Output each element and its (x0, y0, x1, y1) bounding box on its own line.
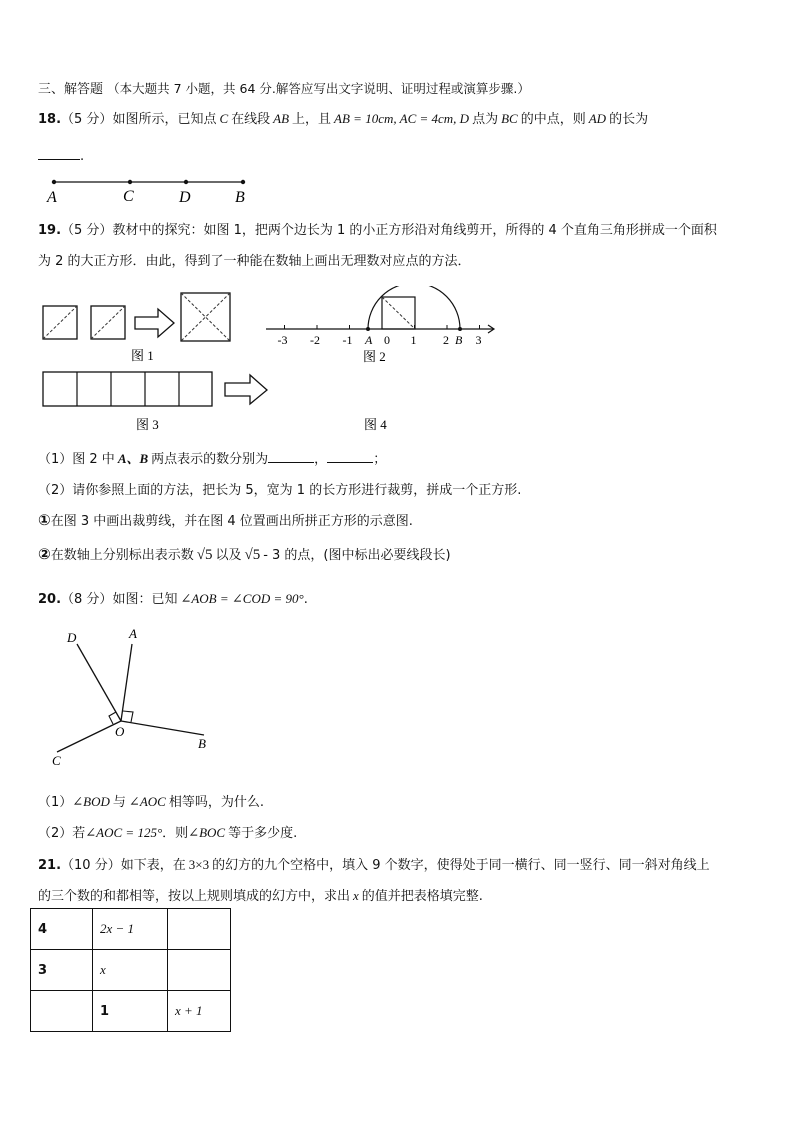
q21-text: 的幻方的九个空格中，填入 9 个数字，使得处于同一横行、同一竖行、同一斜对角线上 (212, 858, 710, 873)
point-a (52, 180, 56, 184)
circled-two: ② (38, 545, 51, 563)
q21-text: 的值并把表格填完整. (361, 889, 483, 904)
ray-od (77, 644, 121, 721)
ray-oc (57, 721, 121, 752)
q18-score: （5 分） (61, 112, 113, 127)
table-cell: 1 (93, 991, 168, 1032)
axis-tick-label: -1 (342, 333, 353, 347)
right-angle-mark-aob (123, 711, 133, 722)
table-cell: x + 1 (168, 991, 231, 1032)
magic-square-table (30, 908, 231, 1032)
axis-tick-label: 1 (410, 333, 417, 347)
q20-end: . (303, 592, 308, 607)
fig1-caption: 图 1 (131, 348, 154, 363)
q18-math-ad: AD (588, 111, 607, 126)
q19-p1-text: 两点表示的数分别为 (151, 452, 269, 467)
circled-one: ① (38, 511, 51, 529)
q19-text: 教材中的探究：如图 1，把两个边长为 1 的小正方形沿对角线剪开，所得的 4 个直角三角形拼成一个面积 (112, 223, 717, 238)
fig4-caption: 图 4 (364, 417, 387, 432)
label-c: C (52, 753, 61, 768)
q20-number: 20. (38, 592, 62, 607)
diagonal-cut-2 (91, 306, 125, 339)
q20-p2-text: （2）若 (38, 826, 86, 841)
ray-ob (121, 721, 204, 735)
axis-tick-label: 3 (475, 333, 482, 347)
q21-text: 如下表，在 (120, 858, 186, 873)
q21-math-x: x (353, 888, 359, 903)
q19-figures (38, 286, 538, 436)
q18-text: 的长为 (609, 112, 649, 127)
table-row (31, 991, 231, 1032)
q20-p2-text: 等于多少度. (228, 826, 298, 841)
q18-answer-line (38, 146, 84, 164)
q18-text: 上，且 (292, 112, 332, 127)
q18-number: 18. (38, 112, 62, 127)
q18-text: 如图所示，已知点 (112, 112, 217, 127)
axis-label-b: B (455, 333, 463, 347)
table-cell (31, 991, 93, 1032)
section-title: 三、解答题 (38, 82, 104, 97)
q19-part1 (38, 448, 386, 467)
ray-oa (121, 644, 132, 721)
q20-stem (38, 588, 308, 607)
point-d (184, 180, 188, 184)
label-d: D (179, 189, 191, 206)
label-b: B (235, 189, 245, 206)
answer-blank (327, 449, 373, 463)
q20-angle-figure (45, 622, 225, 770)
table-row (31, 909, 231, 950)
section-header (38, 78, 530, 97)
angle-bod: ∠BOD (72, 794, 110, 809)
fig3-caption: 图 3 (136, 417, 159, 432)
q19-c2-text: 以及 (215, 548, 242, 563)
q18-text: 的中点，则 (520, 112, 586, 127)
axis-tick-label: 2 (443, 333, 449, 347)
q19-part2-1 (38, 510, 413, 529)
q20-score: （8 分） (61, 592, 113, 607)
q21-text: 的三个数的和都相等，按以上规则填成的幻方中，求出 (38, 889, 351, 904)
q19-part2-2 (38, 544, 451, 564)
q20-part2 (38, 822, 297, 841)
table-cell (168, 950, 231, 991)
q20-p2-text: ．则 (162, 826, 189, 841)
sqrt5: √5 (196, 547, 213, 563)
axis-tick-label: -2 (310, 333, 320, 347)
q18-segment-figure (40, 172, 260, 208)
axis-label-a: A (365, 333, 373, 347)
q18-text: 在线段 (231, 112, 271, 127)
label-d: D (67, 630, 77, 645)
angle-aoc: ∠AOC (128, 794, 166, 809)
q20-p1-text: （1） (38, 795, 73, 810)
table-cell: 3 (31, 950, 93, 991)
unit-square-diagonal (382, 297, 415, 329)
label-c: C (123, 188, 134, 205)
q19-p1-end: ； (373, 452, 387, 467)
label-o: O (115, 724, 125, 739)
q19-part2: （2）请你参照上面的方法，把长为 5，宽为 1 的长方形进行裁剪，拼成一个正方形. (38, 483, 522, 498)
table-cell (168, 909, 231, 950)
table-cell: 2x − 1 (93, 909, 168, 950)
point-a-dot (366, 327, 370, 331)
right-arrow-icon (135, 309, 174, 337)
q21-number: 21. (38, 858, 62, 873)
q18-end: . (80, 149, 85, 164)
q19-p1-sep: ， (314, 452, 328, 467)
answer-blank (268, 449, 314, 463)
point-b-dot (458, 327, 462, 331)
diagonal-cut-1 (43, 306, 77, 339)
q19-p1-text: （1）图 2 中 (38, 452, 115, 467)
q19-number: 19. (38, 223, 62, 238)
q21-math-3x3: 3×3 (188, 857, 210, 872)
fig2-caption: 图 2 (363, 349, 386, 364)
q19-c1-text: 在图 3 中画出裁剪线，并在图 4 位置画出所拼正方形的示意图. (50, 514, 413, 529)
q20-condition: ∠AOB = ∠COD = 90° (180, 591, 304, 606)
label-b: B (198, 736, 206, 751)
q18-math-condition: AB = 10cm, AC = 4cm, D (334, 111, 470, 126)
q20-p1-text: 相等吗，为什么. (168, 795, 264, 810)
q19-stem-line1 (38, 219, 717, 238)
axis-tick-label: -3 (277, 333, 288, 347)
q19-score: （5 分） (61, 223, 113, 238)
q21-stem-line1 (38, 854, 710, 873)
axis-tick-label: 0 (384, 333, 390, 347)
right-angle-mark-cod (109, 712, 116, 724)
label-a: A (129, 626, 137, 641)
sqrt5: √5 (244, 547, 261, 563)
table-cell: x (93, 950, 168, 991)
angle-boc: ∠BOC (188, 825, 226, 840)
angle-aoc-value: ∠AOC = 125° (85, 825, 163, 840)
right-arrow-icon (225, 375, 267, 404)
q18-text: 点为 (472, 112, 499, 127)
q18-math-c: C (219, 111, 229, 126)
q20-p1-text: 与 (112, 795, 126, 810)
axis-ticks (278, 325, 482, 347)
q18-math-ab: AB (273, 111, 290, 126)
q18-math-bc: BC (501, 111, 518, 126)
q20-part1 (38, 791, 264, 810)
answer-blank (38, 146, 80, 160)
section-note: （本大题共 7 小题，共 64 分.解答应写出文字说明、证明过程或演算步骤.） (107, 81, 530, 96)
point-c (128, 180, 132, 184)
point-b (241, 180, 245, 184)
q21-stem-line2 (38, 885, 483, 904)
q20-text: 如图：已知 (112, 592, 178, 607)
q19-p1-ab: A、B (117, 451, 149, 466)
table-cell: 4 (31, 909, 93, 950)
q21-score: （10 分） (61, 858, 121, 873)
label-a: A (47, 189, 57, 206)
long-rectangle (43, 372, 212, 406)
q19-stem-line2: 为 2 的大正方形．由此，得到了一种能在数轴上画出无理数对应点的方法． (38, 254, 471, 269)
q19-c2-text: 在数轴上分别标出表示数 (50, 548, 194, 563)
q18-stem (38, 108, 648, 127)
q19-c2-text: - 3 的点，(图中标出必要线段长) (263, 548, 451, 563)
table-row (31, 950, 231, 991)
